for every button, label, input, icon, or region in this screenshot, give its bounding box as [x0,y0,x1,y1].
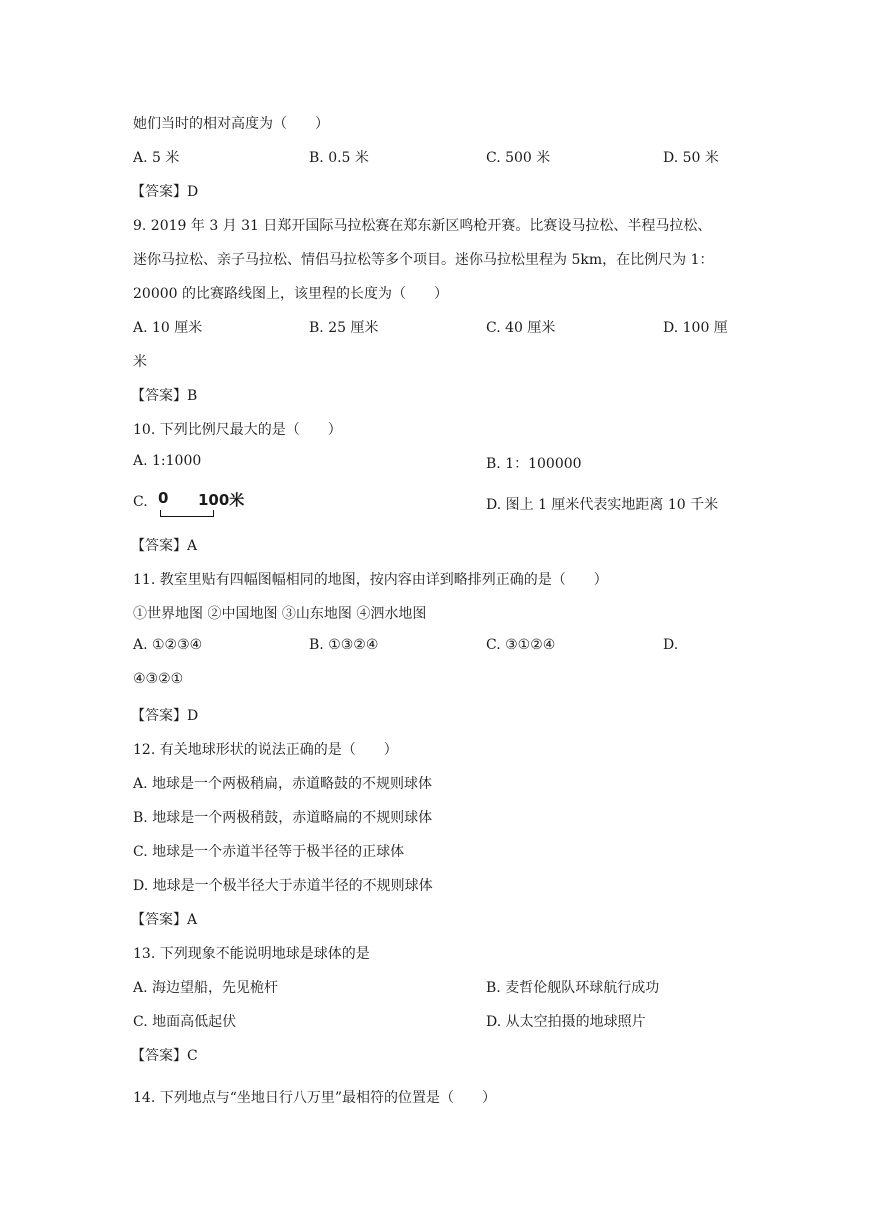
question-11-stem: 11. 教室里贴有四幅图幅相同的地图，按内容由详到略排列正确的是（ ） [133,572,608,588]
scale-bar-line [160,510,214,517]
q8-option-d: D. 50 米 [663,150,719,166]
q11-answer: 【答案】D [131,708,199,724]
question-12-stem: 12. 有关地球形状的说法正确的是（ ） [133,742,398,758]
q12-option-b: B. 地球是一个两极稍鼓，赤道略扁的不规则球体 [133,810,433,826]
question-8-stem: 她们当时的相对高度为（ ） [133,116,329,132]
q8-option-a: A. 5 米 [133,150,180,166]
question-13-stem: 13. 下列现象不能说明地球是球体的是 [133,946,370,962]
q11-option-d-wrap: ④③②① [133,671,184,687]
q12-option-a: A. 地球是一个两极稍扁，赤道略鼓的不规则球体 [133,776,433,792]
q11-option-b: B. ①③②④ [309,637,379,653]
question-9-stem-line3: 20000 的比赛路线图上，该里程的长度为（ ） [133,286,448,302]
q12-answer: 【答案】A [131,912,198,928]
q12-option-d: D. 地球是一个极半径大于赤道半径的不规则球体 [133,878,433,894]
q11-option-c: C. ③①②④ [486,637,556,653]
q9-option-d: D. 100 厘 [663,320,728,336]
question-11-items: ①世界地图 ②中国地图 ③山东地图 ④泗水地图 [133,606,427,622]
scale-bar-label: 100米 [198,491,245,509]
q9-option-d-wrap: 米 [133,354,147,370]
q9-option-a: A. 10 厘米 [133,320,203,336]
q12-option-c: C. 地球是一个赤道半径等于极半径的正球体 [133,844,405,860]
question-10-stem: 10. 下列比例尺最大的是（ ） [133,422,342,438]
q10-option-a: A. 1:1000 [133,453,202,469]
q11-option-d: D. [663,637,679,653]
q9-option-b: B. 25 厘米 [309,320,379,336]
question-9-stem-line2: 迷你马拉松、亲子马拉松、情侣马拉松等多个项目。迷你马拉松里程为 5km，在比例尺为 1： [133,252,714,268]
q8-option-b: B. 0.5 米 [309,150,369,166]
question-14-stem: 14. 下列地点与“坐地日行八万里”最相符的位置是（ ） [133,1090,497,1106]
q13-option-d: D. 从太空拍摄的地球照片 [486,1014,646,1030]
question-9-stem-line1: 9. 2019 年 3 月 31 日郑开国际马拉松赛在郑东新区鸣枪开赛。比赛设马拉松、半程马拉松、 [133,218,712,234]
q10-option-d: D. 图上 1 厘米代表实地距离 10 千米 [486,497,719,513]
q13-option-b: B. 麦哲伦舰队环球航行成功 [486,980,660,996]
q10-option-c-prefix: C. [133,494,148,510]
q13-option-a: A. 海边望船，先见桅杆 [133,980,279,996]
q10-option-b: B. 1：100000 [486,456,582,472]
scale-bar-zero: 0 [158,489,169,507]
q9-answer: 【答案】B [131,388,198,404]
q13-option-c: C. 地面高低起伏 [133,1014,237,1030]
q11-option-a: A. ①②③④ [133,637,203,653]
q8-answer: 【答案】D [131,184,199,200]
q10-answer: 【答案】A [131,538,198,554]
q9-option-c: C. 40 厘米 [486,320,556,336]
q8-option-c: C. 500 米 [486,150,551,166]
q13-answer: 【答案】C [131,1048,198,1064]
